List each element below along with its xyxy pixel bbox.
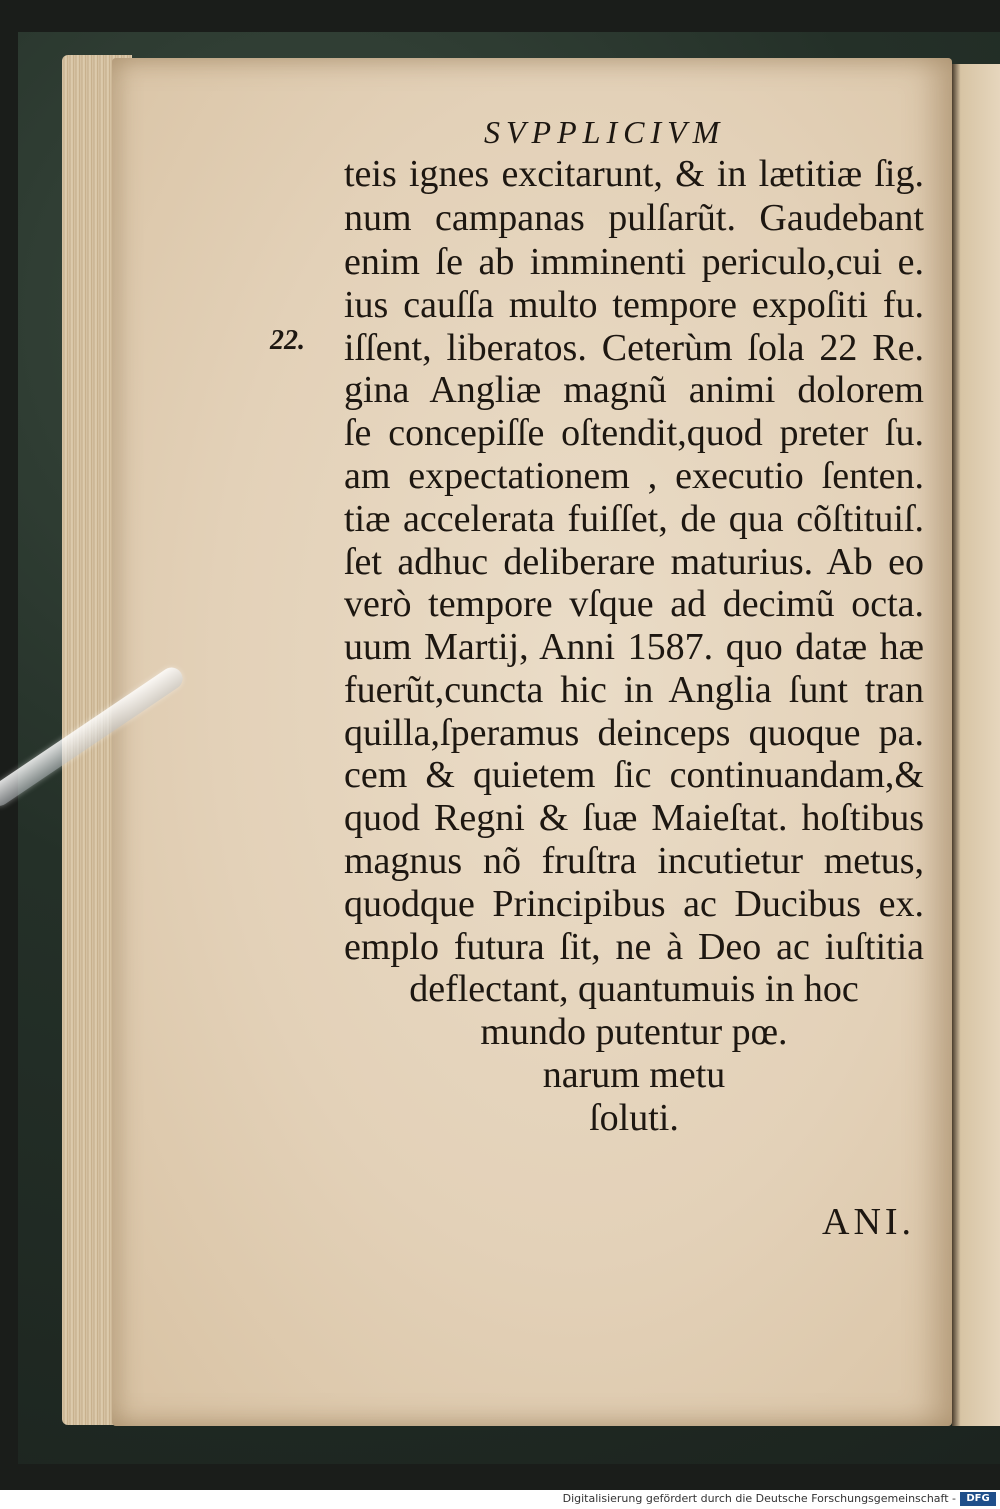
text-line: num campanas pulſarũt. Gaudebant xyxy=(344,197,924,239)
text-line: cem & quietem ſic continuandam,& xyxy=(344,754,924,796)
next-page-edge xyxy=(952,64,1000,1426)
text-line: gina Angliæ magnũ animi dolorem xyxy=(344,369,924,411)
text-line: magnus nõ fruſtra incutietur metus, xyxy=(344,840,924,882)
text-line: ius cauſſa multo tempore expoſiti fu. xyxy=(344,284,924,326)
text-line: emplo futura ſit, ne à Deo ac iuſtitia xyxy=(344,926,924,968)
text-line: quod Regni & ſuæ Maieſtat. hoſtibus xyxy=(344,797,924,839)
closing-line: deflectant, quantumuis in hoc xyxy=(409,968,859,1010)
closing-line: ſoluti. xyxy=(589,1097,679,1139)
running-header: SVPPLICIVM xyxy=(484,114,726,150)
closing-line: mundo putentur pœ. xyxy=(480,1011,788,1053)
text-line: iſſent, liberatos. Ceterùm ſola 22 Re. xyxy=(344,327,924,369)
funding-credit: Digitalisierung gefördert durch die Deutsche Forschungsgemeinschaft - xyxy=(562,1492,956,1505)
catchword: ANI. xyxy=(822,1201,916,1243)
text-line: teis ignes excitarunt, & in lætitiæ ſig. xyxy=(344,153,924,195)
text-line: ſet adhuc deliberare maturius. Ab eo xyxy=(344,541,924,583)
text-line: enim ſe ab imminenti periculo,cui e. xyxy=(344,241,924,283)
text-line: quodque Principibus ac Ducibus ex. xyxy=(344,883,924,925)
text-line: tiæ accelerata fuiſſet, de qua cõſtituiſ. xyxy=(344,498,924,540)
text-line: ſe concepiſſe oſtendit,quod preter ſu. xyxy=(344,412,924,454)
dfg-logo: DFG xyxy=(960,1492,996,1506)
margin-note: 22. xyxy=(270,325,305,356)
text-line: fuerũt,cuncta hic in Anglia ſunt tran xyxy=(344,669,924,711)
text-line: uum Martij, Anni 1587. quo datæ hæ xyxy=(344,626,924,668)
text-line: verò tempore vſque ad decimũ octa. xyxy=(344,583,924,625)
text-line: am expectationem , executio ſenten. xyxy=(344,455,924,497)
text-line: quilla,ſperamus deinceps quoque pa. xyxy=(344,712,924,754)
closing-line: narum metu xyxy=(542,1054,726,1096)
